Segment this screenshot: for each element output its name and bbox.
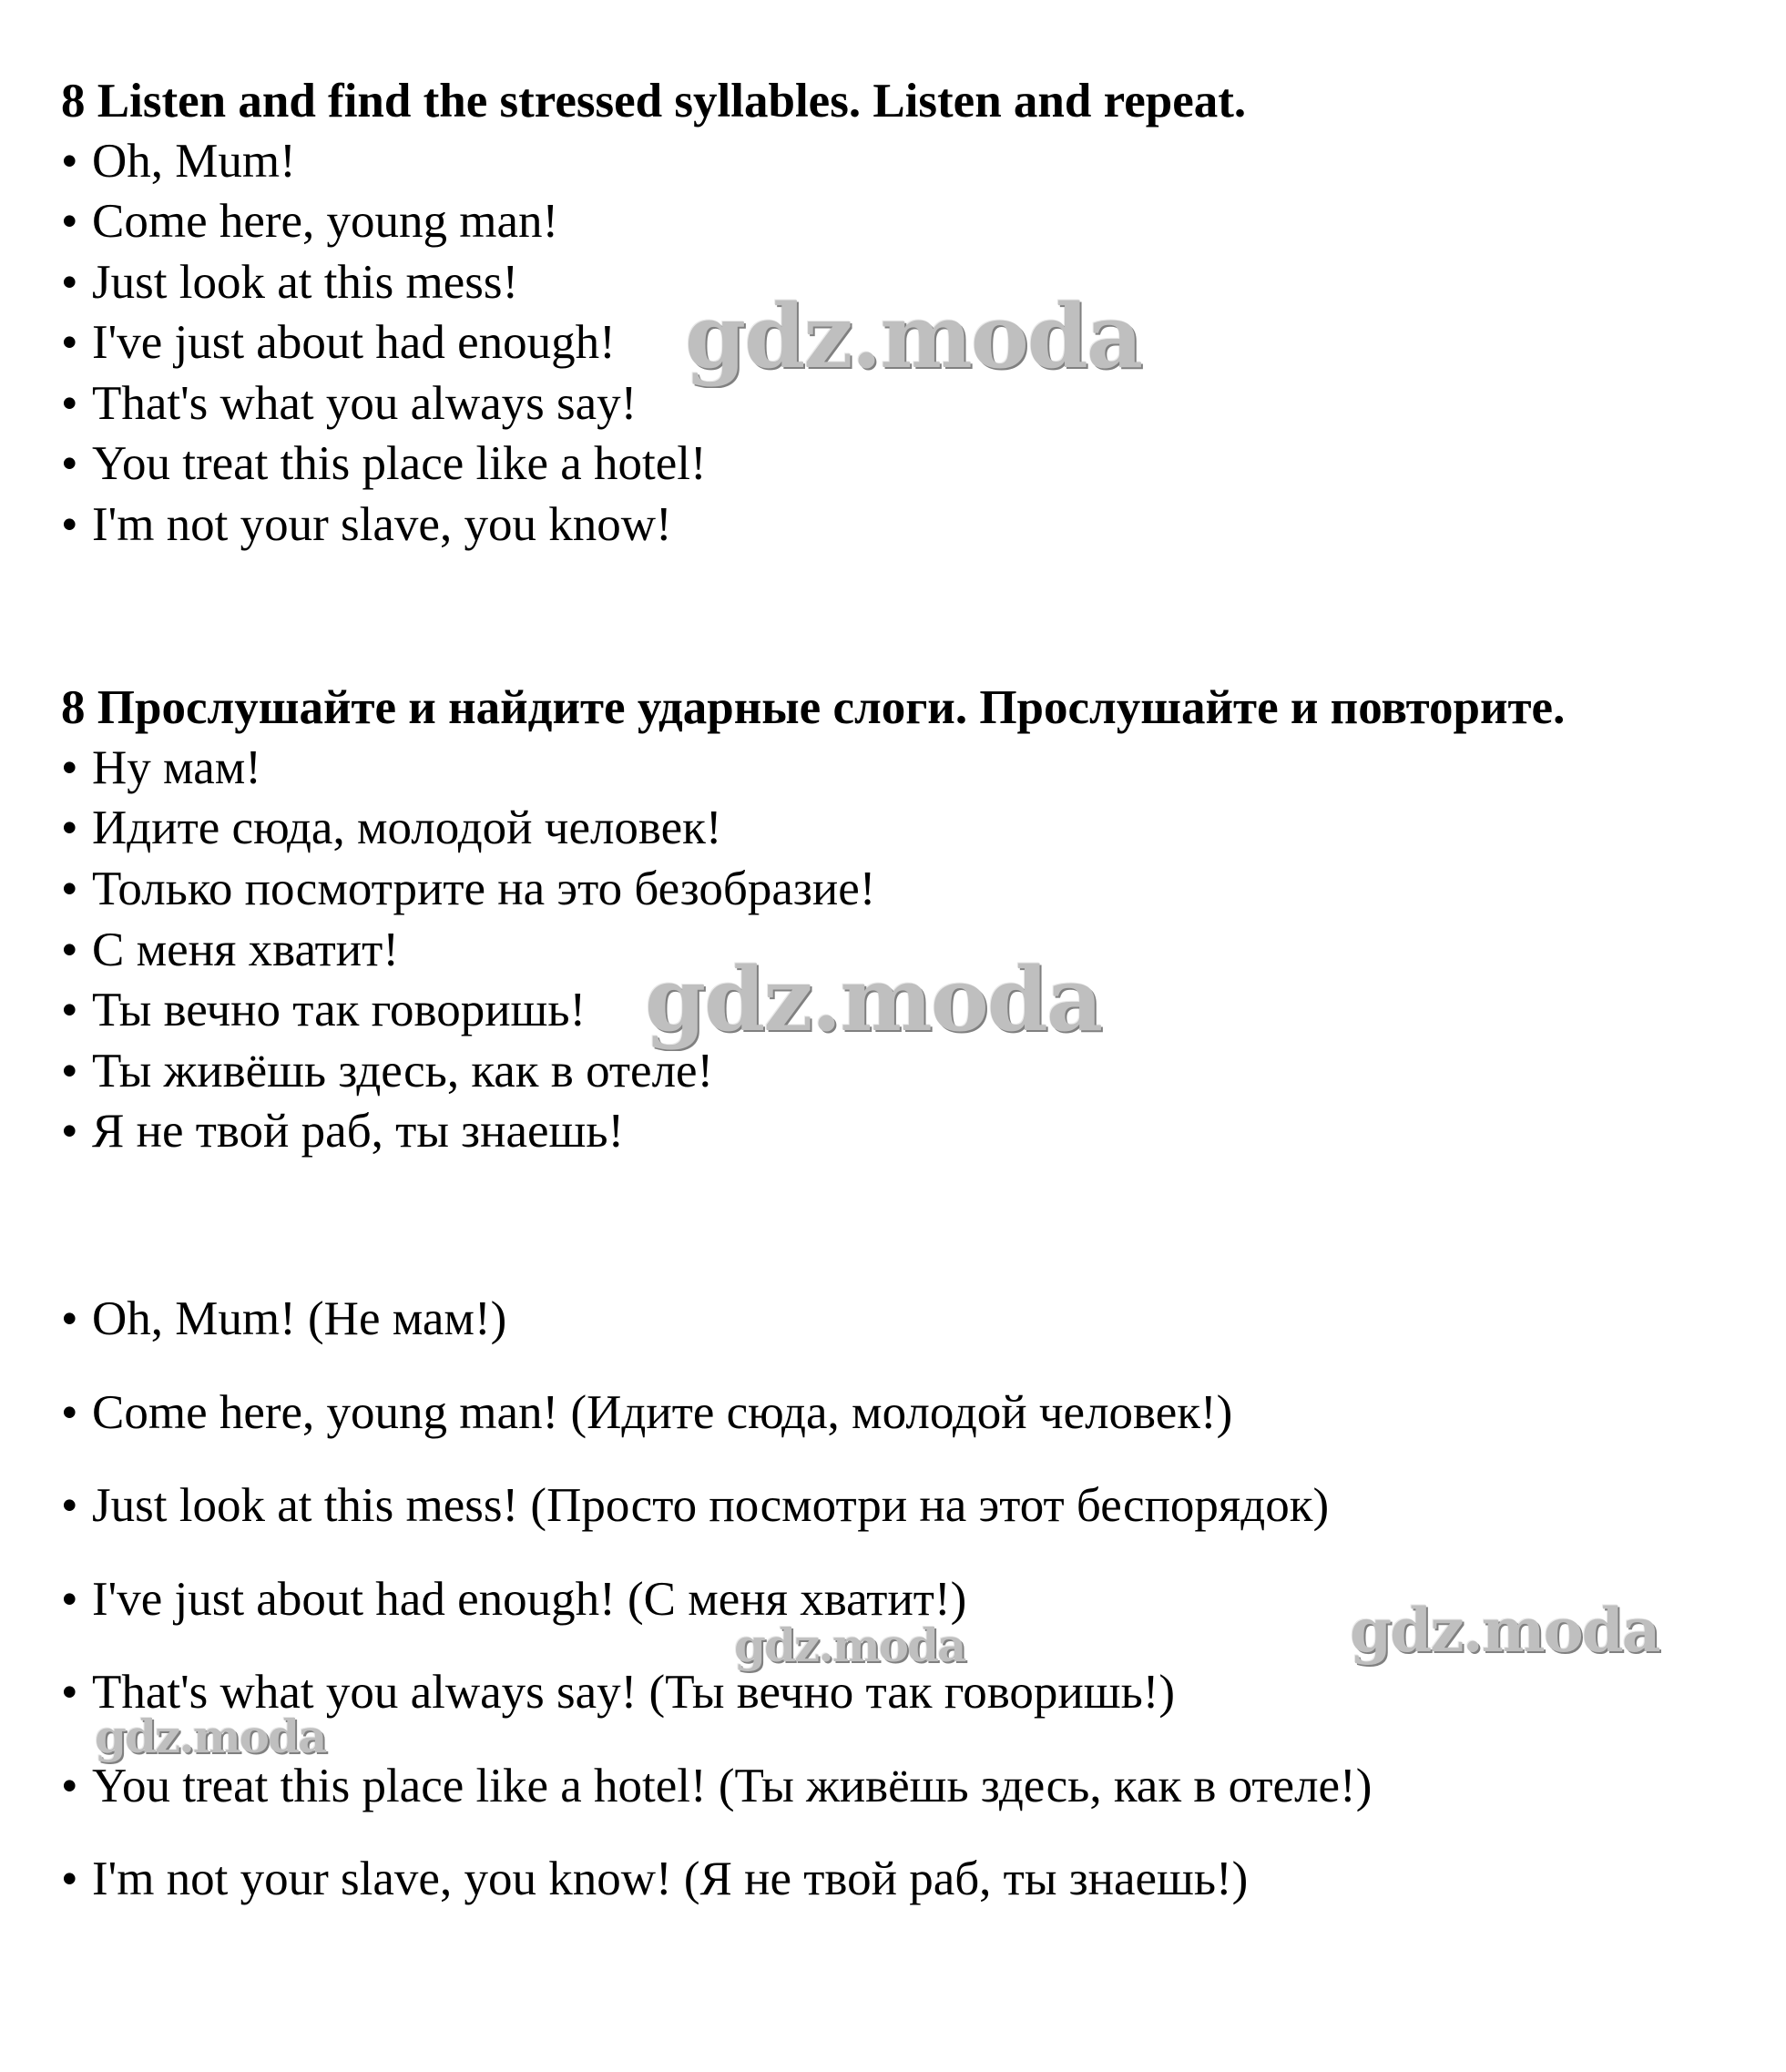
watermark: gdz.moda bbox=[95, 1710, 326, 1763]
bullet: • bbox=[61, 1479, 78, 1532]
translation-item-text: That's what you always say! (Ты вечно так говоришь!) bbox=[92, 1666, 1176, 1719]
watermark: gdz.moda bbox=[1350, 1595, 1659, 1666]
bullet: • bbox=[61, 498, 78, 551]
bullet: • bbox=[61, 316, 78, 369]
translation-item bbox=[61, 1662, 1175, 1722]
bullet: • bbox=[61, 924, 78, 976]
english-heading: 8 Listen and find the stressed syllables. Listen and repeat. bbox=[61, 75, 1247, 128]
russian-heading: 8 Прослушайте и найдите ударные слоги. Прослушайте и повторите. bbox=[61, 681, 1566, 734]
bullet: • bbox=[61, 1666, 78, 1719]
bullet: • bbox=[61, 377, 78, 430]
english-item-text: I've just about had enough! bbox=[92, 316, 616, 369]
russian-item-text: Идите сюда, молодой человек! bbox=[92, 801, 722, 854]
bullet: • bbox=[61, 1292, 78, 1345]
russian-item bbox=[61, 1101, 624, 1161]
bullet: • bbox=[61, 801, 78, 854]
bullet: • bbox=[61, 195, 78, 248]
bullet: • bbox=[61, 1853, 78, 1905]
bullet: • bbox=[61, 437, 78, 490]
russian-item-text: Ну мам! bbox=[92, 741, 261, 794]
english-item-text: Come here, young man! bbox=[92, 195, 559, 248]
english-item bbox=[61, 252, 518, 312]
translation-item bbox=[61, 1383, 1232, 1443]
translation-item bbox=[61, 1569, 966, 1629]
english-item bbox=[61, 373, 637, 434]
russian-item-text: Ты вечно так говоришь! bbox=[92, 984, 587, 1036]
english-item bbox=[61, 131, 296, 191]
english-item-text: Oh, Mum! bbox=[92, 135, 296, 188]
english-item-text: I'm not your slave, you know! bbox=[92, 498, 672, 551]
translation-item-text: Come here, young man! (Идите сюда, молодой человек!) bbox=[92, 1386, 1233, 1439]
watermark: gdz.moda bbox=[734, 1618, 965, 1672]
bullet: • bbox=[61, 135, 78, 188]
russian-item bbox=[61, 980, 586, 1040]
russian-item bbox=[61, 738, 261, 798]
watermark: gdz.moda bbox=[685, 285, 1142, 388]
bullet: • bbox=[61, 862, 78, 915]
bullet: • bbox=[61, 256, 78, 309]
russian-item-text: Ты живёшь здесь, как в отеле! bbox=[92, 1045, 714, 1097]
english-item-text: Just look at this mess! bbox=[92, 256, 519, 309]
russian-item bbox=[61, 920, 399, 980]
russian-item bbox=[61, 1041, 713, 1101]
bullet: • bbox=[61, 1760, 78, 1812]
translation-item bbox=[61, 1289, 506, 1349]
translation-item-text: I've just about had enough! (С меня хватит!) bbox=[92, 1573, 967, 1626]
translation-item-text: Just look at this mess! (Просто посмотри на этот беспорядок) bbox=[92, 1479, 1330, 1532]
bullet: • bbox=[61, 1105, 78, 1158]
translation-item bbox=[61, 1475, 1329, 1536]
translation-item bbox=[61, 1756, 1372, 1816]
translation-item-text: I'm not your slave, you know! (Я не твой раб, ты знаешь!) bbox=[92, 1853, 1249, 1905]
english-item bbox=[61, 495, 672, 555]
bullet: • bbox=[61, 1386, 78, 1439]
russian-item bbox=[61, 798, 722, 858]
english-item bbox=[61, 312, 616, 373]
bullet: • bbox=[61, 1045, 78, 1097]
watermark: gdz.moda bbox=[645, 948, 1102, 1051]
translation-item-text: Oh, Mum! (Не мам!) bbox=[92, 1292, 507, 1345]
translation-item-text: You treat this place like a hotel! (Ты живёшь здесь, как в отеле!) bbox=[92, 1760, 1373, 1812]
russian-item-text: С меня хватит! bbox=[92, 924, 399, 976]
english-item bbox=[61, 434, 707, 494]
english-item-text: You treat this place like a hotel! bbox=[92, 437, 707, 490]
english-item-text: That's what you always say! bbox=[92, 377, 638, 430]
bullet: • bbox=[61, 984, 78, 1036]
translation-item bbox=[61, 1849, 1248, 1909]
bullet: • bbox=[61, 1573, 78, 1626]
russian-item-text: Только посмотрите на это безобразие! bbox=[92, 862, 876, 915]
english-item bbox=[61, 191, 558, 251]
bullet: • bbox=[61, 741, 78, 794]
russian-item-text: Я не твой раб, ты знаешь! bbox=[92, 1105, 625, 1158]
russian-item bbox=[61, 859, 875, 919]
